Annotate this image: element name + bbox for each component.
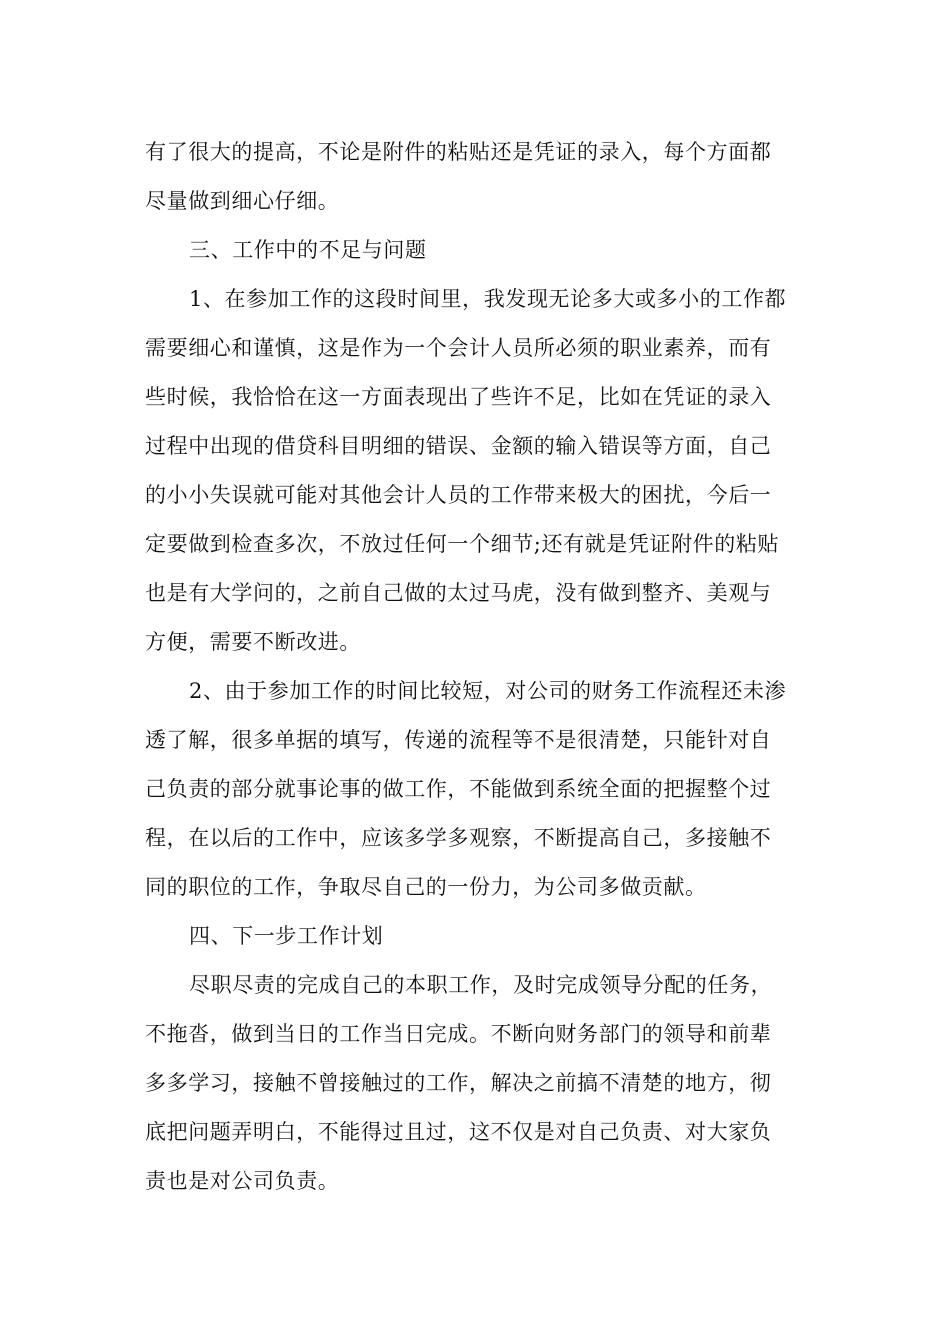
text-line: 些时候，我恰恰在这一方面表现出了些许不足，比如在凭证的录入	[145, 385, 772, 409]
text-line: 1、在参加工作的这段时间里，我发现无论多大或多小的工作都	[189, 287, 787, 311]
text-line: 定要做到检查多次，不放过任何一个细节;还有就是凭证附件的粘贴	[145, 532, 780, 556]
text-line: 需要细心和谨慎，这是作为一个会计人员所必须的职业素养，而有	[145, 336, 772, 360]
text-line: 方便，需要不断改进。	[145, 630, 361, 654]
text-line: 多多学习，接触不曾接触过的工作，解决之前搞不清楚的地方，彻	[145, 1071, 772, 1095]
text-line: 不拖沓，做到当日的工作当日完成。不断向财务部门的领导和前辈	[145, 1022, 772, 1046]
text-line: 己负责的部分就事论事的做工作，不能做到系统全面的把握整个过	[145, 777, 772, 801]
text-line: 2、由于参加工作的时间比较短，对公司的财务工作流程还未渗	[189, 679, 787, 703]
text-line: 尽职尽责的完成自己的本职工作，及时完成领导分配的任务，	[189, 973, 773, 997]
text-line: 四、下一步工作计划	[189, 924, 384, 948]
text-line: 的小小失误就可能对其他会计人员的工作带来极大的困扰，今后一	[145, 483, 772, 507]
text-line: 三、工作中的不足与问题	[189, 238, 427, 262]
text-line: 底把问题弄明白，不能得过且过，这不仅是对自己负责、对大家负	[145, 1120, 772, 1144]
text-line: 也是有大学问的，之前自己做的太过马虎，没有做到整齐、美观与	[145, 581, 772, 605]
text-line: 透了解，很多单据的填写，传递的流程等不是很清楚，只能针对自	[145, 728, 772, 752]
text-line: 同的职位的工作，争取尽自己的一份力，为公司多做贡献。	[145, 875, 707, 899]
text-line: 尽量做到细心仔细。	[145, 189, 340, 213]
document-body	[145, 128, 810, 1206]
text-line: 有了很大的提高，不论是附件的粘贴还是凭证的录入，每个方面都	[145, 140, 772, 164]
text-line: 过程中出现的借贷科目明细的错误、金额的输入错误等方面，自己	[145, 434, 772, 458]
text-line: 责也是对公司负责。	[145, 1169, 340, 1193]
text-line: 程，在以后的工作中，应该多学多观察，不断提高自己，多接触不	[145, 826, 772, 850]
